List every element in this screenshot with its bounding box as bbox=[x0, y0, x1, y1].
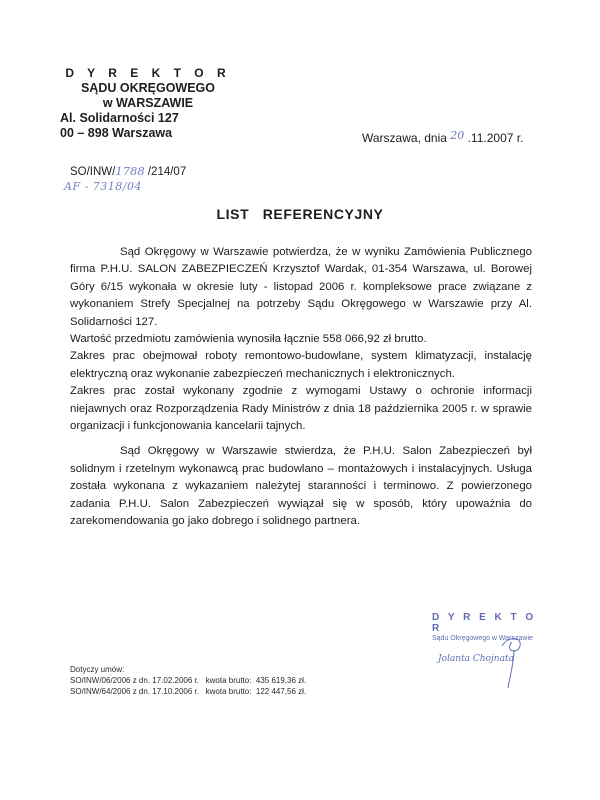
reference-number bbox=[70, 164, 186, 178]
date-prefix: Warszawa, dnia bbox=[362, 131, 451, 145]
document-title bbox=[0, 206, 600, 222]
letterhead-postcode: 00 – 898 Warszawa bbox=[60, 126, 173, 140]
signature-stamp bbox=[432, 612, 552, 664]
footer-contract-1: SO/INW/06/2006 z dn. 17.02.2006 r. kwota brutto: 435 619,36 zł. bbox=[70, 676, 307, 685]
paragraph-scope: Zakres prac obejmował roboty remontowo-budowlane, system klimatyzacji, instalację elektryczną oraz wykonanie zabezpieczeń mechanicznych i elektronicznych. bbox=[70, 350, 532, 380]
letterhead bbox=[58, 66, 238, 141]
date-suffix: .11.2007 r. bbox=[464, 131, 524, 145]
signatory-name: Jolanta Chojnata bbox=[438, 654, 514, 664]
letterhead-city: w WARSZAWIE bbox=[102, 96, 194, 110]
letterhead-director: D Y R E K T O R bbox=[65, 66, 231, 80]
paragraph-confirmation: Sąd Okręgowy w Warszawie potwierdza, że w wyniku Zamówienia Publicznego firma P.H.U. SALON ZABEZPIECZEŃ Krzysztof Wardak, 01-354 Warszawa, ul. Borowej Góry 6/15 wykonała w okresie luty - listopad 2006 r. kompleksowe prace związane z wykonaniem Strefy Specjalnej na potrzeby Sądu Okręgowego w Warszawie przy Al. Solidarności 127. bbox=[70, 246, 532, 328]
handwritten-signature bbox=[494, 632, 534, 692]
paragraph-value: Wartość przedmiotu zamówienia wynosiła łącznie 558 066,92 zł brutto. bbox=[70, 333, 427, 346]
reference-annotation: AF - 7318/04 bbox=[64, 180, 142, 193]
letterhead-court: SĄDU OKRĘGOWEGO bbox=[80, 81, 216, 95]
footer-contract-2: SO/INW/64/2006 z dn. 17.10.2006 r. kwota brutto: 122 447,56 zł. bbox=[70, 687, 307, 696]
footer-contracts bbox=[70, 664, 306, 697]
paragraph-recommendation: Sąd Okręgowy w Warszawie stwierdza, że P.H.U. Salon Zabezpieczeń był solidnym i rzetelnym wykonawcą prac budowlano – montażowych i instalacyjnych. Usługa została wykonana z wykazaniem należytej staranności i terminowo. Z powierzonego zadania P.H.U. Salon Zabezpieczeń wywiązał się w sposób, który upoważnia do zarekomendowania go jako dobrego i solidnego partnera. bbox=[70, 445, 532, 528]
stamp-subtitle: Sądu Okręgowego w Warszawie bbox=[432, 635, 533, 642]
stamp-title: D Y R E K T O R bbox=[432, 612, 537, 634]
reference-prefix: SO/INW/ bbox=[70, 166, 116, 178]
letterhead-street: Al. Solidarności 127 bbox=[60, 111, 179, 125]
date-day-handwritten: 20 bbox=[450, 129, 465, 142]
paragraph-compliance: Zakres prac został wykonany zgodnie z wymogami Ustawy o ochronie informacji niejawnych oraz Rozporządzenia Rady Ministrów z dnia 18 października 2005 r. w sprawie organizacji i funkcjonowania kancelarii tajnych. bbox=[70, 385, 532, 433]
letter-body bbox=[70, 244, 532, 531]
reference-handwritten: 1788 bbox=[115, 164, 145, 178]
reference-suffix: /214/07 bbox=[144, 166, 187, 178]
letter-date bbox=[362, 131, 523, 145]
footer-label: Dotyczy umów: bbox=[70, 665, 125, 674]
title-word-2: REFERENCYJNY bbox=[262, 206, 384, 222]
title-word-1: LIST bbox=[216, 206, 250, 222]
